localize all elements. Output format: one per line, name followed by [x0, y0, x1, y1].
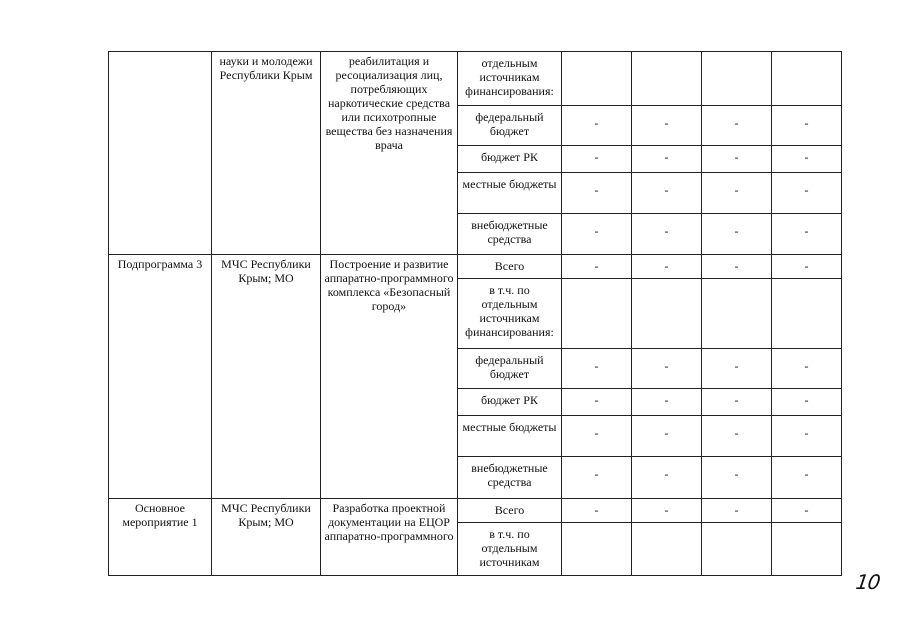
program-table: [108, 51, 842, 576]
value-cell: -: [772, 214, 842, 255]
source-cell: федеральный бюджет: [458, 106, 562, 146]
table-row: [109, 499, 842, 523]
source-cell: Всего: [458, 255, 562, 279]
value-cell: -: [632, 349, 702, 389]
value-cell: -: [632, 499, 702, 523]
source-cell: в т.ч. по отдельным источникам: [458, 523, 562, 576]
value-cell: -: [772, 146, 842, 173]
value-cell: [562, 279, 632, 349]
table-row: [109, 255, 842, 279]
executor-cell: МЧС Республики Крым; МО: [212, 499, 321, 576]
value-cell: -: [702, 146, 772, 173]
value-cell: -: [772, 255, 842, 279]
source-cell: местные бюджеты: [458, 416, 562, 457]
value-cell: -: [702, 214, 772, 255]
value-cell: -: [632, 255, 702, 279]
description-cell: Построение и развитие аппаратно-программного комплекса «Безопасный город»: [321, 255, 458, 499]
source-cell: Всего: [458, 499, 562, 523]
value-cell: -: [702, 389, 772, 416]
description-cell: реабилитация и ресоциализация лиц, потребляющих наркотические средства или психотропные вещества без назначения врача: [321, 52, 458, 255]
program-cell: Основное мероприятие 1: [109, 499, 212, 576]
value-cell: -: [562, 499, 632, 523]
value-cell: [772, 279, 842, 349]
value-cell: [562, 52, 632, 106]
value-cell: -: [562, 389, 632, 416]
value-cell: -: [772, 416, 842, 457]
value-cell: -: [562, 349, 632, 389]
table-row: [109, 52, 842, 106]
value-cell: [772, 523, 842, 576]
value-cell: -: [772, 457, 842, 499]
value-cell: -: [772, 499, 842, 523]
source-cell: местные бюджеты: [458, 173, 562, 214]
value-cell: -: [632, 457, 702, 499]
value-cell: -: [632, 173, 702, 214]
value-cell: -: [632, 214, 702, 255]
value-cell: -: [702, 106, 772, 146]
value-cell: -: [562, 106, 632, 146]
source-cell: бюджет РК: [458, 146, 562, 173]
value-cell: -: [562, 173, 632, 214]
value-cell: -: [702, 173, 772, 214]
value-cell: [632, 52, 702, 106]
value-cell: -: [702, 499, 772, 523]
value-cell: -: [562, 416, 632, 457]
value-cell: -: [562, 457, 632, 499]
value-cell: -: [562, 255, 632, 279]
source-cell: внебюджетные средства: [458, 457, 562, 499]
value-cell: -: [632, 389, 702, 416]
value-cell: -: [772, 106, 842, 146]
value-cell: [772, 52, 842, 106]
value-cell: -: [772, 173, 842, 214]
value-cell: -: [702, 457, 772, 499]
value-cell: -: [632, 146, 702, 173]
value-cell: -: [632, 416, 702, 457]
page-number: 10: [854, 570, 882, 594]
source-cell: федеральный бюджет: [458, 349, 562, 389]
value-cell: -: [632, 106, 702, 146]
value-cell: -: [772, 389, 842, 416]
source-cell: внебюджетные средства: [458, 214, 562, 255]
description-cell: Разработка проектной документации на ЕЦОР аппаратно-программного: [321, 499, 458, 576]
value-cell: [632, 523, 702, 576]
value-cell: [702, 52, 772, 106]
program-cell: Подпрограмма 3: [109, 255, 212, 499]
program-cell: [109, 52, 212, 255]
value-cell: [562, 523, 632, 576]
source-cell: бюджет РК: [458, 389, 562, 416]
value-cell: [702, 523, 772, 576]
value-cell: -: [702, 416, 772, 457]
source-cell: отдельным источникам финансирования:: [458, 52, 562, 106]
value-cell: [702, 279, 772, 349]
value-cell: -: [702, 349, 772, 389]
value-cell: -: [772, 349, 842, 389]
value-cell: -: [562, 214, 632, 255]
value-cell: -: [562, 146, 632, 173]
executor-cell: МЧС Республики Крым; МО: [212, 255, 321, 499]
executor-cell: науки и молодежи Республики Крым: [212, 52, 321, 255]
source-cell: в т.ч. по отдельным источникам финансирования:: [458, 279, 562, 349]
value-cell: -: [702, 255, 772, 279]
value-cell: [632, 279, 702, 349]
